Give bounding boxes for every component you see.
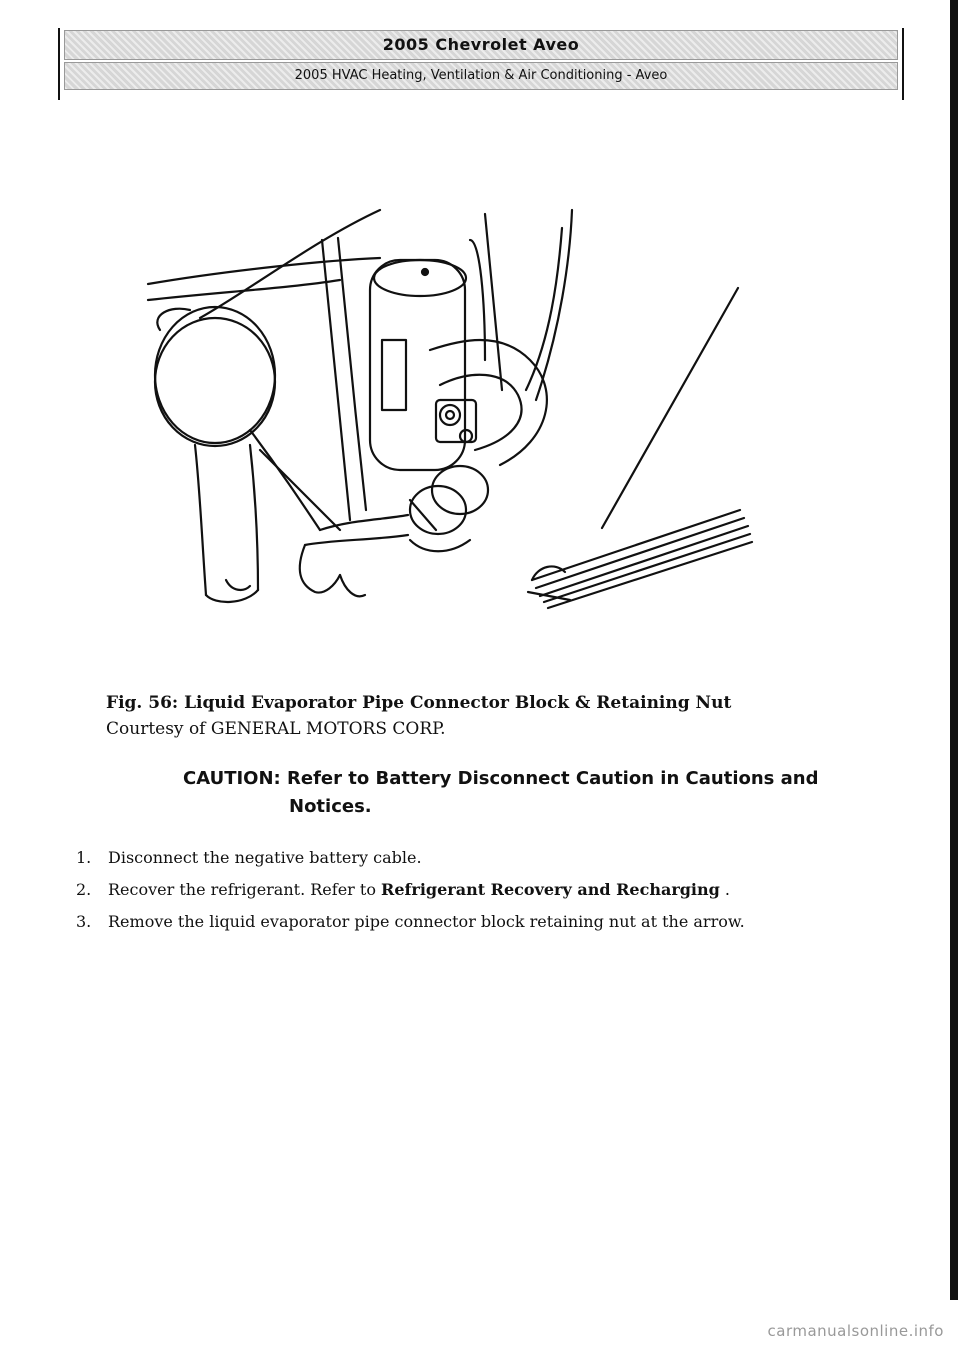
- caution-note: [183, 765, 883, 821]
- page-edge-right: [950, 0, 958, 1300]
- document-subtitle: 2005 HVAC Heating, Ventilation & Air Conditioning - Aveo: [64, 62, 898, 90]
- procedure-steps: [76, 848, 745, 944]
- step-3: 3. Remove the liquid evaporator pipe connector block retaining nut at the arrow.: [76, 912, 745, 931]
- caution-line-2: Notices.: [289, 796, 372, 817]
- document-title: 2005 Chevrolet Aveo: [64, 30, 898, 60]
- site-watermark: carmanualsonline.info: [767, 1322, 944, 1340]
- figure-caption-label: Fig. 56: Liquid Evaporator Pipe Connector Block & Retaining Nut: [106, 693, 732, 713]
- figure-caption: [106, 690, 731, 742]
- figure-courtesy: Courtesy of GENERAL MOTORS CORP.: [106, 719, 446, 739]
- header-rule-left: [58, 28, 60, 100]
- evaporator-pipe-illustration: [140, 200, 780, 620]
- step-2: 2. Recover the refrigerant. Refer to Refrigerant Recovery and Recharging .: [76, 880, 730, 899]
- step-1: 1. Disconnect the negative battery cable.: [76, 848, 422, 867]
- header-rule-right: [902, 28, 904, 100]
- refrigerant-recovery-link[interactable]: Refrigerant Recovery and Recharging: [381, 880, 720, 899]
- caution-line-1: CAUTION: Refer to Battery Disconnect Caution in Cautions and: [183, 768, 819, 789]
